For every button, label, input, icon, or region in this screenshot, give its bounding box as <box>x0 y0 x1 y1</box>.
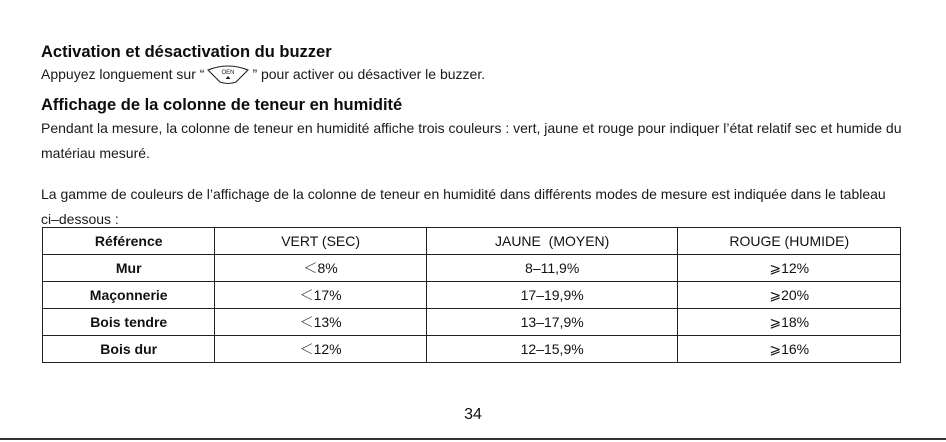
buzzer-section-title: Activation et désactivation du buzzer <box>41 43 332 61</box>
oen-button-label: OEN <box>221 70 235 76</box>
header-reference: Référence <box>43 228 215 255</box>
moisture-paragraph-1: Pendant la mesure, la colonne de teneur en humidité affiche trois couleurs : vert, jaune et rouge pour indiquer l’état relatif sec et humide du matériau mesuré. <box>41 120 902 161</box>
row-reference: Mur <box>43 255 215 282</box>
row-jaune: 8–11,9% <box>426 255 678 282</box>
moisture-color-table <box>42 227 901 363</box>
table-row <box>43 255 901 282</box>
row-vert: ＜13% <box>215 309 426 336</box>
footer-divider <box>0 438 946 440</box>
row-reference: Maçonnerie <box>43 282 215 309</box>
row-vert: ＜17% <box>215 282 426 309</box>
moisture-section-title: Affichage de la colonne de teneur en humidité <box>41 96 403 114</box>
row-reference: Bois dur <box>43 336 215 363</box>
oen-button-icon <box>205 63 251 85</box>
table-row <box>43 282 901 309</box>
buzzer-instruction <box>41 62 485 87</box>
row-jaune: 13–17,9% <box>426 309 678 336</box>
row-rouge: ⩾12% <box>678 255 901 282</box>
row-rouge: ⩾20% <box>678 282 901 309</box>
moisture-paragraph-2: La gamme de couleurs de l’affichage de la colonne de teneur en humidité dans différents modes de mesure est indiquée dans le tableau ci–dessous : <box>41 186 886 227</box>
buzzer-text-before: Appuyez longuement sur “ <box>41 66 205 82</box>
table-row <box>43 309 901 336</box>
header-vert: VERT (SEC) <box>215 228 426 255</box>
table-row <box>43 336 901 363</box>
header-jaune: JAUNE (MOYEN) <box>426 228 678 255</box>
header-rouge: ROUGE (HUMIDE) <box>678 228 901 255</box>
row-reference: Bois tendre <box>43 309 215 336</box>
row-rouge: ⩾18% <box>678 309 901 336</box>
row-jaune: 12–15,9% <box>426 336 678 363</box>
table-header-row <box>43 228 901 255</box>
page-number: 34 <box>464 406 482 423</box>
row-vert: ＜8% <box>215 255 426 282</box>
buzzer-text-after: ” pour activer ou désactiver le buzzer. <box>252 66 486 82</box>
row-vert: ＜12% <box>215 336 426 363</box>
row-rouge: ⩾16% <box>678 336 901 363</box>
row-jaune: 17–19,9% <box>426 282 678 309</box>
